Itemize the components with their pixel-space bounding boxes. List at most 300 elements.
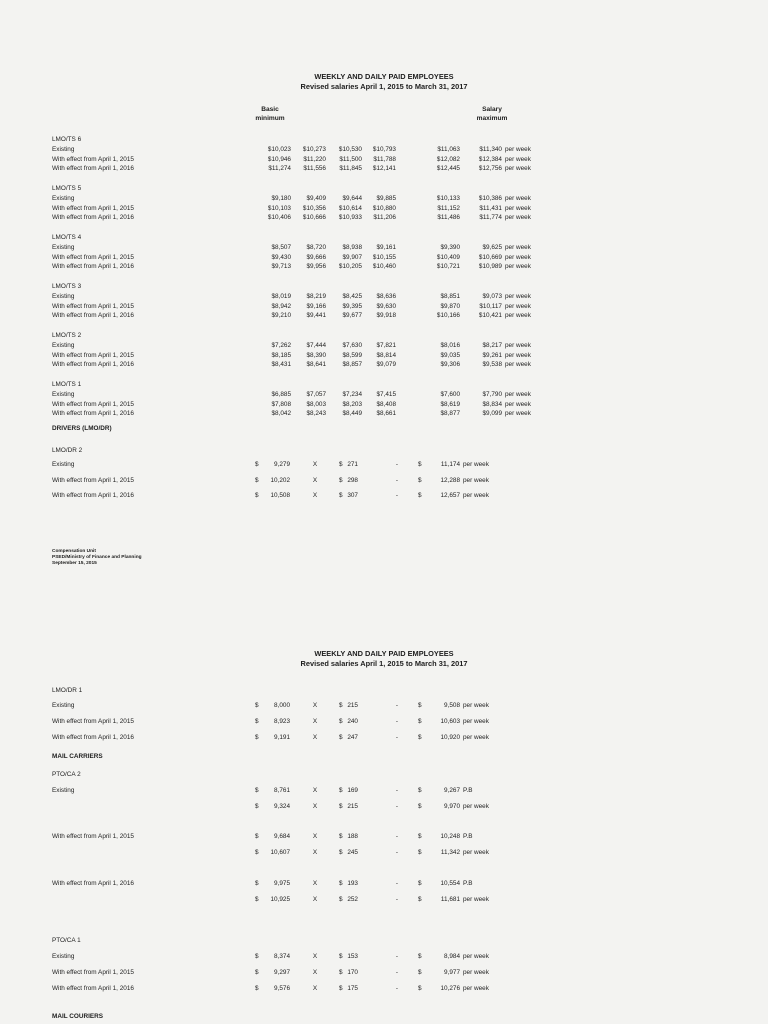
- column-header-salary: [470, 105, 514, 123]
- salary-step-value: $11,274: [268, 165, 291, 173]
- maximum-salary-value: 10,554: [440, 880, 460, 887]
- increment-multiplier: X: [312, 787, 318, 794]
- increment-multiplier: X: [312, 461, 318, 468]
- currency-symbol: $: [339, 896, 343, 903]
- maximum-salary-value: 12,657: [440, 492, 460, 499]
- range-dash: -: [395, 849, 399, 856]
- row-label: With effect from April 1, 2016: [52, 361, 134, 369]
- increment-multiplier: X: [312, 833, 318, 840]
- rate-suffix: per week: [463, 803, 489, 810]
- salary-step-value: $11,500: [339, 155, 362, 163]
- rate-suffix: per week: [505, 253, 531, 261]
- salary-step-value: $9,180: [271, 195, 291, 202]
- mail-couriers-heading: MAIL COURIERS: [52, 1013, 104, 1020]
- rate-suffix: per week: [463, 985, 489, 992]
- currency-symbol: $: [418, 702, 422, 709]
- salary-maximum-value: $10,989: [478, 263, 502, 271]
- row-label: With effect from April 1, 2016: [52, 880, 134, 887]
- row-label: With effect from April 1, 2015: [52, 833, 134, 840]
- currency-symbol: $: [255, 702, 259, 709]
- currency-symbol: $: [255, 477, 259, 484]
- currency-symbol: $: [255, 718, 259, 725]
- row-label: Existing: [52, 146, 75, 153]
- maximum-salary-value: 11,342: [440, 849, 460, 856]
- increment-value: 240: [347, 718, 358, 725]
- rate-suffix: per week: [463, 492, 489, 499]
- increment-value: 307: [347, 492, 358, 499]
- increment-value: 298: [347, 477, 358, 484]
- increment-value: 215: [347, 803, 358, 810]
- increment-multiplier: X: [312, 969, 318, 976]
- currency-symbol: $: [255, 833, 259, 840]
- range-dash: -: [395, 896, 399, 903]
- rate-suffix: per week: [463, 477, 489, 484]
- salary-step-value: $7,262: [271, 342, 291, 349]
- rate-suffix: P.B: [463, 787, 473, 794]
- increment-multiplier: X: [312, 880, 318, 887]
- salary-maximum-value: $10,669: [478, 253, 502, 261]
- row-label: With effect from April 1, 2015: [52, 253, 134, 261]
- rate-suffix: per week: [505, 263, 531, 271]
- row-label: With effect from April 1, 2016: [52, 985, 134, 992]
- salary-step-value: $8,851: [440, 293, 460, 300]
- increment-value: 252: [347, 896, 358, 903]
- base-salary-value: 9,297: [274, 969, 290, 976]
- salary-step-value: $9,885: [376, 195, 396, 202]
- currency-symbol: $: [339, 787, 343, 794]
- salary-step-value: $10,205: [338, 263, 362, 271]
- salary-maximum-value: $12,756: [478, 165, 502, 173]
- increment-multiplier: X: [312, 803, 318, 810]
- increment-value: 215: [347, 702, 358, 709]
- rate-suffix: per week: [505, 302, 531, 310]
- currency-symbol: $: [418, 787, 422, 794]
- maximum-salary-value: 10,920: [440, 734, 460, 741]
- currency-symbol: $: [418, 953, 422, 960]
- rate-suffix: P.B: [463, 833, 473, 840]
- rate-suffix: per week: [505, 312, 531, 320]
- currency-symbol: $: [339, 734, 343, 741]
- salary-step-value: $8,857: [342, 361, 362, 369]
- currency-symbol: $: [339, 477, 343, 484]
- currency-symbol: $: [339, 833, 343, 840]
- footer-date: September 15, 2015: [52, 561, 97, 566]
- currency-symbol: $: [418, 718, 422, 725]
- salary-step-value: $11,152: [437, 204, 460, 212]
- maximum-salary-value: 9,977: [444, 969, 460, 976]
- salary-step-value: $9,870: [440, 302, 460, 310]
- currency-symbol: $: [339, 849, 343, 856]
- rate-suffix: per week: [505, 155, 531, 163]
- salary-step-value: $9,918: [376, 312, 396, 320]
- salary-maximum-value: $10,386: [478, 195, 502, 202]
- salary-step-value: $8,661: [376, 410, 396, 418]
- range-dash: -: [395, 803, 399, 810]
- salary-maximum-value: $10,117: [479, 302, 502, 310]
- salary-step-value: $6,885: [271, 391, 291, 398]
- dr2-scale-name: LMO/DR 2: [52, 447, 83, 454]
- salary-step-value: $8,016: [440, 342, 460, 349]
- salary-step-value: $7,444: [306, 342, 326, 349]
- salary-step-value: $8,641: [306, 361, 326, 369]
- salary-step-value: $7,808: [271, 400, 291, 408]
- salary-step-value: $9,035: [440, 351, 460, 359]
- salary-step-value: $10,166: [436, 312, 460, 320]
- salary-step-value: $8,243: [306, 410, 326, 418]
- salary-step-value: $10,614: [338, 204, 362, 212]
- row-label: With effect from April 1, 2016: [52, 410, 134, 418]
- rate-suffix: per week: [505, 361, 531, 369]
- salary-step-value: $10,103: [267, 204, 291, 212]
- currency-symbol: $: [418, 477, 422, 484]
- rate-suffix: per week: [463, 734, 489, 741]
- base-salary-value: 9,191: [274, 734, 290, 741]
- salary-step-value: $8,431: [271, 361, 291, 369]
- currency-symbol: $: [418, 734, 422, 741]
- salary-step-value: $8,449: [342, 410, 362, 418]
- range-dash: -: [395, 969, 399, 976]
- currency-symbol: $: [255, 492, 259, 499]
- row-label: Existing: [52, 195, 75, 202]
- row-label: Existing: [52, 461, 75, 468]
- rate-suffix: per week: [505, 391, 531, 398]
- rate-suffix: per week: [505, 165, 531, 173]
- currency-symbol: $: [339, 803, 343, 810]
- salary-step-value: $12,445: [436, 165, 460, 173]
- rate-suffix: per week: [505, 342, 531, 349]
- maximum-salary-value: 10,248: [440, 833, 460, 840]
- increment-multiplier: X: [312, 849, 318, 856]
- rate-suffix: per week: [463, 896, 489, 903]
- currency-symbol: $: [255, 969, 259, 976]
- currency-symbol: $: [255, 985, 259, 992]
- salary-step-value: $9,677: [342, 312, 362, 320]
- salary-step-value: $8,814: [376, 351, 396, 359]
- header-minimum-label: minimum: [255, 115, 285, 122]
- base-salary-value: 10,607: [270, 849, 290, 856]
- salary-step-value: $8,507: [271, 244, 291, 251]
- footer-ministry: PSED/Ministry of Finance and Planning: [52, 555, 142, 560]
- salary-step-value: $9,713: [271, 263, 291, 271]
- row-label: With effect from April 1, 2016: [52, 165, 134, 173]
- increment-value: 271: [347, 461, 358, 468]
- currency-symbol: $: [255, 896, 259, 903]
- scale-name: LMO/TS 3: [52, 283, 82, 290]
- salary-step-value: $7,821: [376, 342, 396, 349]
- row-label: With effect from April 1, 2015: [52, 718, 134, 725]
- range-dash: -: [395, 492, 399, 499]
- salary-step-value: $7,415: [376, 391, 396, 398]
- salary-maximum-value: $11,431: [479, 204, 502, 212]
- page2-title: WEEKLY AND DAILY PAID EMPLOYEES: [314, 649, 454, 658]
- row-label: With effect from April 1, 2015: [52, 155, 134, 163]
- rate-suffix: per week: [505, 244, 531, 251]
- header-maximum-label: maximum: [476, 115, 508, 122]
- salary-step-value: $11,788: [373, 155, 396, 163]
- currency-symbol: $: [339, 969, 343, 976]
- rate-suffix: per week: [463, 461, 489, 468]
- salary-step-value: $10,721: [436, 263, 460, 271]
- row-label: With effect from April 1, 2015: [52, 351, 134, 359]
- salary-step-value: $8,599: [342, 351, 362, 359]
- salary-step-value: $11,556: [303, 165, 326, 173]
- maximum-salary-value: 11,174: [440, 461, 460, 468]
- salary-step-value: $9,161: [376, 244, 396, 251]
- row-label: Existing: [52, 342, 75, 349]
- row-label: With effect from April 1, 2016: [52, 734, 134, 741]
- rate-suffix: P.B: [463, 880, 473, 887]
- maximum-salary-value: 9,267: [444, 787, 460, 794]
- salary-step-value: $9,907: [342, 253, 362, 261]
- salary-maximum-value: $8,834: [482, 400, 502, 408]
- header-salary-label: Salary: [482, 106, 502, 113]
- salary-step-value: $9,210: [271, 312, 291, 320]
- salary-step-value: $10,155: [372, 253, 396, 261]
- increment-value: 170: [347, 969, 358, 976]
- header-basic-label: Basic: [261, 106, 279, 113]
- currency-symbol: $: [418, 849, 422, 856]
- scale-name: LMO/TS 1: [52, 381, 82, 388]
- document-title: WEEKLY AND DAILY PAID EMPLOYEES: [314, 72, 454, 81]
- salary-maximum-value: $12,384: [478, 155, 502, 163]
- increment-multiplier: X: [312, 985, 318, 992]
- salary-step-value: $11,063: [437, 146, 460, 153]
- salary-maximum-value: $11,774: [479, 214, 502, 222]
- salary-step-value: $10,273: [302, 146, 326, 153]
- salary-maximum-value: $9,099: [482, 410, 502, 418]
- rate-suffix: per week: [463, 702, 489, 709]
- row-label: With effect from April 1, 2016: [52, 312, 134, 320]
- salary-step-value: $10,946: [267, 155, 291, 163]
- row-label: With effect from April 1, 2016: [52, 214, 134, 222]
- salary-maximum-value: $10,421: [478, 312, 502, 320]
- salary-step-value: $8,408: [376, 400, 396, 408]
- range-dash: -: [395, 702, 399, 709]
- salary-maximum-value: $9,625: [482, 244, 502, 251]
- rate-suffix: per week: [505, 146, 531, 153]
- currency-symbol: $: [418, 461, 422, 468]
- row-label: Existing: [52, 391, 75, 398]
- row-label: Existing: [52, 702, 75, 709]
- page2-subtitle: Revised salaries April 1, 2015 to March 31, 2017: [300, 659, 468, 668]
- currency-symbol: $: [339, 492, 343, 499]
- increment-multiplier: X: [312, 953, 318, 960]
- dr1-scale-name: LMO/DR 1: [52, 687, 83, 694]
- footer-unit: Compensation Unit: [52, 549, 96, 554]
- salary-step-value: $10,666: [302, 214, 326, 222]
- range-dash: -: [395, 880, 399, 887]
- salary-step-value: $8,019: [271, 293, 291, 300]
- currency-symbol: $: [255, 953, 259, 960]
- rate-suffix: per week: [505, 204, 531, 212]
- currency-symbol: $: [418, 969, 422, 976]
- currency-symbol: $: [255, 880, 259, 887]
- salary-step-value: $10,356: [302, 204, 326, 212]
- rate-suffix: per week: [505, 214, 531, 222]
- salary-step-value: $8,042: [271, 410, 291, 418]
- pto-ca1-scale-name: PTO/CA 1: [52, 937, 81, 944]
- salary-step-value: $8,203: [342, 400, 362, 408]
- currency-symbol: $: [339, 880, 343, 887]
- salary-step-value: $8,185: [271, 351, 291, 359]
- rate-suffix: per week: [463, 718, 489, 725]
- currency-symbol: $: [255, 461, 259, 468]
- increment-multiplier: X: [312, 702, 318, 709]
- salary-step-value: $9,390: [440, 244, 460, 251]
- scale-name: LMO/TS 6: [52, 136, 82, 143]
- salary-maximum-value: $8,217: [482, 342, 502, 349]
- base-salary-value: 8,923: [274, 718, 290, 725]
- increment-value: 188: [347, 833, 358, 840]
- row-label: With effect from April 1, 2015: [52, 204, 134, 212]
- salary-step-value: $9,409: [306, 195, 326, 202]
- salary-step-value: $9,630: [376, 302, 396, 310]
- base-salary-value: 8,761: [274, 787, 290, 794]
- row-label: With effect from April 1, 2016: [52, 263, 134, 271]
- increment-value: 153: [347, 953, 358, 960]
- base-salary-value: 9,576: [274, 985, 290, 992]
- salary-step-value: $12,141: [372, 165, 396, 173]
- salary-step-value: $11,486: [437, 214, 460, 222]
- salary-maximum-value: $9,538: [482, 361, 502, 369]
- row-label: With effect from April 1, 2015: [52, 969, 134, 976]
- mail-carriers-heading: MAIL CARRIERS: [52, 753, 103, 760]
- salary-step-value: $10,133: [436, 195, 460, 202]
- salary-step-value: $9,166: [306, 302, 326, 310]
- rate-suffix: per week: [463, 969, 489, 976]
- salary-step-value: $7,057: [306, 391, 326, 398]
- currency-symbol: $: [418, 896, 422, 903]
- rate-suffix: per week: [463, 849, 489, 856]
- range-dash: -: [395, 477, 399, 484]
- salary-step-value: $10,023: [267, 146, 291, 153]
- range-dash: -: [395, 985, 399, 992]
- currency-symbol: $: [418, 803, 422, 810]
- salary-step-value: $7,630: [342, 342, 362, 349]
- maximum-salary-value: 12,288: [440, 477, 460, 484]
- increment-multiplier: X: [312, 492, 318, 499]
- increment-value: 245: [347, 849, 358, 856]
- currency-symbol: $: [339, 953, 343, 960]
- salary-step-value: $9,644: [342, 195, 362, 202]
- increment-value: 193: [347, 880, 358, 887]
- salary-step-value: $8,219: [306, 293, 326, 300]
- currency-symbol: $: [418, 985, 422, 992]
- salary-step-value: $10,530: [338, 146, 362, 153]
- salary-step-value: $9,441: [306, 312, 326, 320]
- base-salary-value: 8,374: [274, 953, 290, 960]
- currency-symbol: $: [255, 734, 259, 741]
- range-dash: -: [395, 718, 399, 725]
- salary-step-value: $8,938: [342, 244, 362, 251]
- rate-suffix: per week: [505, 400, 531, 408]
- scale-name: LMO/TS 2: [52, 332, 82, 339]
- increment-value: 169: [347, 787, 358, 794]
- increment-value: 175: [347, 985, 358, 992]
- salary-step-value: $10,793: [372, 146, 396, 153]
- currency-symbol: $: [255, 787, 259, 794]
- maximum-salary-value: 8,984: [444, 953, 460, 960]
- salary-step-value: $9,666: [306, 253, 326, 261]
- base-salary-value: 9,975: [274, 880, 290, 887]
- salary-step-value: $9,079: [376, 361, 396, 369]
- salary-step-value: $12,082: [436, 155, 460, 163]
- maximum-salary-value: 10,603: [440, 718, 460, 725]
- currency-symbol: $: [339, 985, 343, 992]
- base-salary-value: 10,202: [270, 477, 290, 484]
- increment-multiplier: X: [312, 718, 318, 725]
- salary-step-value: $8,425: [342, 293, 362, 300]
- salary-step-value: $8,636: [376, 293, 396, 300]
- salary-maximum-value: $7,790: [482, 391, 502, 398]
- rate-suffix: per week: [505, 293, 531, 300]
- increment-multiplier: X: [312, 896, 318, 903]
- range-dash: -: [395, 461, 399, 468]
- salary-step-value: $10,460: [372, 263, 396, 271]
- salary-step-value: $9,306: [440, 361, 460, 369]
- currency-symbol: $: [339, 461, 343, 468]
- drivers-heading: DRIVERS (LMO/DR): [52, 425, 112, 432]
- row-label: With effect from April 1, 2015: [52, 477, 134, 484]
- base-salary-value: 10,508: [270, 492, 290, 499]
- increment-value: 247: [347, 734, 358, 741]
- salary-step-value: $10,406: [267, 214, 291, 222]
- salary-step-value: $9,430: [271, 253, 291, 261]
- pto-ca2-scale-name: PTO/CA 2: [52, 771, 81, 778]
- maximum-salary-value: 10,276: [440, 985, 460, 992]
- rate-suffix: per week: [505, 351, 531, 359]
- range-dash: -: [395, 734, 399, 741]
- salary-maximum-value: $11,340: [479, 146, 502, 153]
- range-dash: -: [395, 833, 399, 840]
- maximum-salary-value: 9,970: [444, 803, 460, 810]
- scale-name: LMO/TS 5: [52, 185, 82, 192]
- maximum-salary-value: 9,508: [444, 702, 460, 709]
- currency-symbol: $: [255, 803, 259, 810]
- salary-maximum-value: $9,261: [482, 351, 502, 359]
- base-salary-value: 10,925: [270, 896, 290, 903]
- increment-multiplier: X: [312, 477, 318, 484]
- base-salary-value: 9,279: [274, 461, 290, 468]
- base-salary-value: 9,684: [274, 833, 290, 840]
- salary-step-value: $8,003: [306, 400, 326, 408]
- salary-step-value: $8,390: [306, 351, 326, 359]
- salary-step-value: $9,956: [306, 263, 326, 271]
- rate-suffix: per week: [505, 195, 531, 202]
- salary-step-value: $8,720: [306, 244, 326, 251]
- salary-step-value: $11,206: [373, 214, 396, 222]
- salary-step-value: $11,220: [303, 155, 326, 163]
- row-label: Existing: [52, 787, 75, 794]
- salary-step-value: $7,234: [342, 391, 362, 398]
- base-salary-value: 8,000: [274, 702, 290, 709]
- column-header-basic: [248, 105, 292, 123]
- row-label: Existing: [52, 293, 75, 300]
- currency-symbol: $: [255, 849, 259, 856]
- scale-name: LMO/TS 4: [52, 234, 82, 241]
- salary-step-value: $8,619: [440, 400, 460, 408]
- row-label: With effect from April 1, 2015: [52, 400, 134, 408]
- row-label: Existing: [52, 953, 75, 960]
- currency-symbol: $: [339, 702, 343, 709]
- salary-step-value: $9,395: [342, 302, 362, 310]
- salary-step-value: $8,877: [440, 410, 460, 418]
- rate-suffix: per week: [463, 953, 489, 960]
- salary-maximum-value: $9,073: [482, 293, 502, 300]
- currency-symbol: $: [418, 880, 422, 887]
- maximum-salary-value: 11,681: [440, 896, 460, 903]
- currency-symbol: $: [339, 718, 343, 725]
